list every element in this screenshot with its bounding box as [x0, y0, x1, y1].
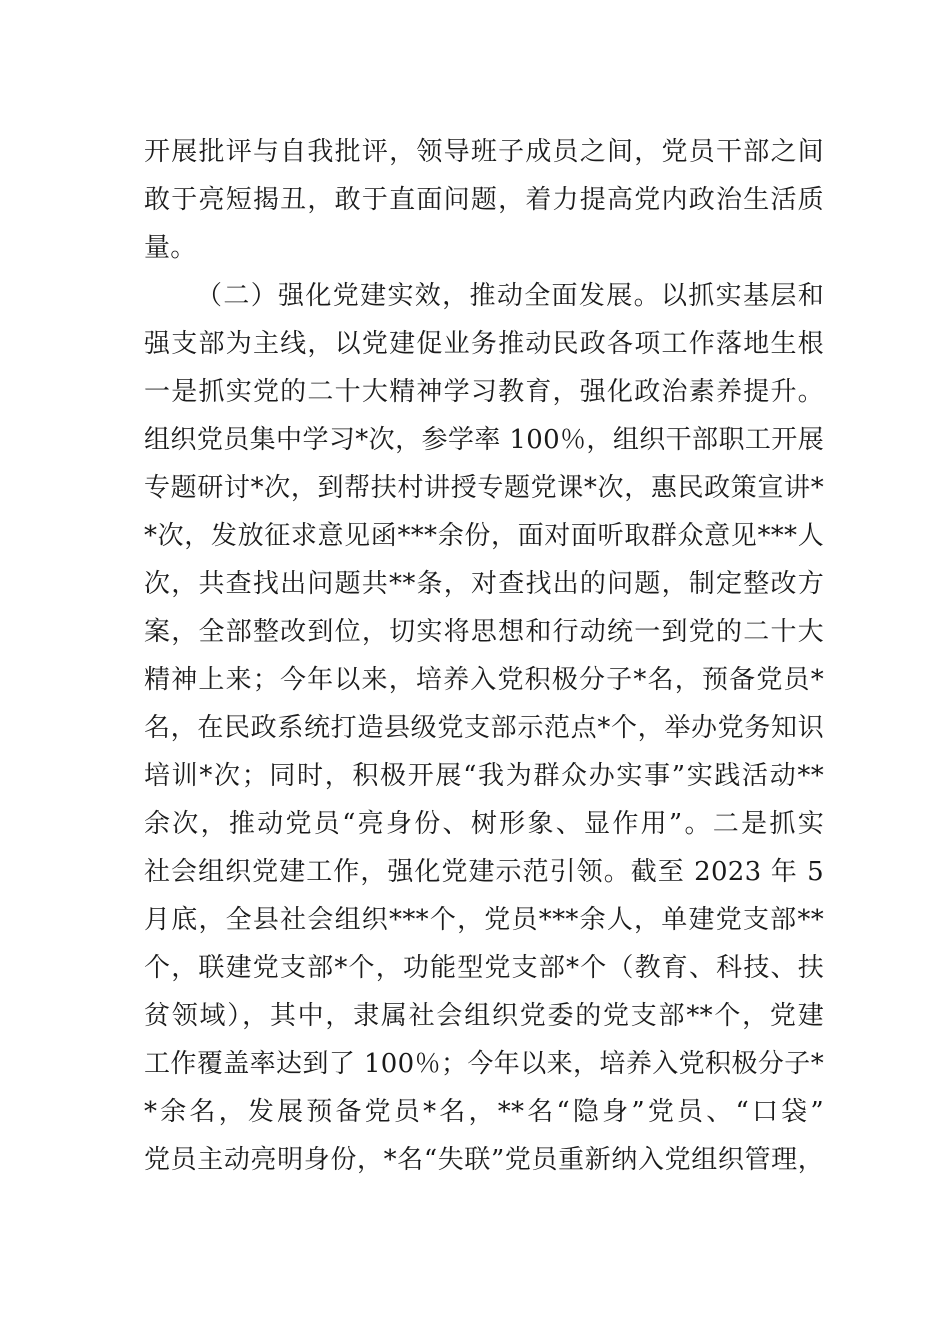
text-line: 培训*次；同时，积极开展“我为群众办实事”实践活动** [144, 761, 824, 791]
text-line: 精神上来；今年以来，培养入党积极分子*名，预备党员* [144, 665, 824, 695]
section-heading-line: （二）强化党建实效，推动全面发展。以抓实基层和 [196, 281, 824, 311]
text-line: 月底，全县社会组织***个，党员***余人，单建党支部** [144, 905, 824, 935]
text-line: 个，联建党支部*个，功能型党支部*个（教育、科技、扶 [144, 953, 824, 983]
text-line: 专题研讨*次，到帮扶村讲授专题党课*次，惠民政策宣讲* [144, 473, 824, 503]
text-line: 强支部为主线，以党建促业务推动民政各项工作落地生根 [144, 329, 824, 359]
text-line: 党员主动亮明身份，*名“失联”党员重新纳入党组织管理， [144, 1145, 824, 1175]
text-line: 敢于亮短揭丑，敢于直面问题，着力提高党内政治生活质 [144, 185, 824, 215]
text-line: 案，全部整改到位，切实将思想和行动统一到党的二十大 [144, 617, 824, 647]
text-line: 贫领域），其中，隶属社会组织党委的党支部**个，党建 [144, 1001, 824, 1031]
text-line: 工作覆盖率达到了 100％；今年以来，培养入党积极分子* [144, 1049, 824, 1079]
text-line: 社会组织党建工作，强化党建示范引领。截至 2023 年 5 [144, 857, 824, 887]
text-line: 余次，推动党员“亮身份、树形象、显作用”。二是抓实 [144, 809, 824, 839]
text-line: 名，在民政系统打造县级党支部示范点*个，举办党务知识 [144, 713, 824, 743]
body-text [144, 128, 824, 1184]
text-line: 组织党员集中学习*次，参学率 100％，组织干部职工开展 [144, 425, 824, 455]
text-line: 一是抓实党的二十大精神学习教育，强化政治素养提升。 [144, 377, 824, 407]
text-line: *次，发放征求意见函***余份，面对面听取群众意见***人 [144, 521, 824, 551]
text-line: 开展批评与自我批评，领导班子成员之间，党员干部之间 [144, 137, 824, 167]
text-line: 量。 [144, 233, 197, 263]
text-line: *余名，发展预备党员*名，**名“隐身”党员、“口袋” [144, 1097, 824, 1127]
text-line: 次，共查找出问题共**条，对查找出的问题，制定整改方 [144, 569, 824, 599]
